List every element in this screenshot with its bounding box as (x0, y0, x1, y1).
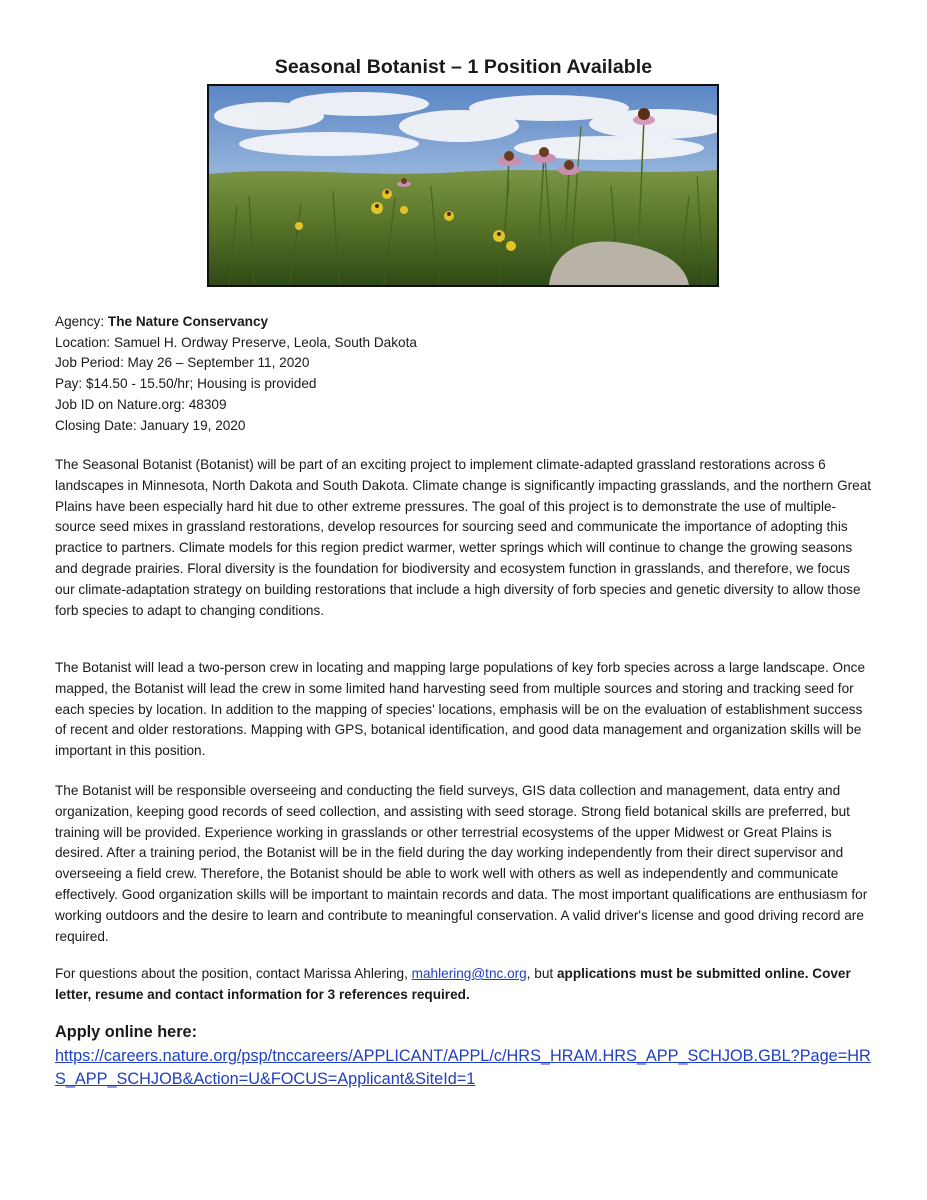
apply-url-container (55, 1045, 880, 1091)
job-details (55, 312, 875, 436)
contact-email-link[interactable]: mahlering@tnc.org (411, 966, 527, 981)
description-paragraph-1: The Seasonal Botanist (Botanist) will be part of an exciting project to implement climate-adapted grassland restorations across 6 landscapes in Minnesota, North Dakota and South Dakota. Climate change is significantly impacting grasslands, and the northern Great Plains have been especially hard hit due to other extreme pressures. The goal of this project is to demonstrate the use of multiple-source seed mixes in grassland restorations, develop resources for sourcing seed and communicate the importance of adopting this practice to partners. Climate models for this region predict warmer, wetter springs which will continue to change the growing seasons and degrade prairies. Floral diversity is the foundation for biodiversity and ecosystem function in grasslands, and therefore, we focus our climate-adaptation strategy on building restorations that include a high diversity of forb species and genetic diversity to allow those forb species to adapt to changing conditions. (55, 457, 872, 618)
contact-middle: , but (526, 966, 557, 981)
pay-line: Pay: $14.50 - 15.50/hr; Housing is provided (55, 376, 317, 392)
description-paragraph-3: The Botanist will be responsible overseeing and conducting the field surveys, GIS data collection and management, data entry and organization, keeping good records of seed collection, and assisting with seed storage. Strong field botanical skills are preferred, but training will be provided. Experience working in grasslands or other terrestrial ecosystems of the upper Midwest or Great Plains is desired. After a training period, the Botanist will be in the field during the day working independently from their direct supervisor and overseeing a field crew. Therefore, the Botanist should be able to work well with others as well as independently and communicate effectively. Good organization skills will be important to maintain records and data. The most important qualifications are enthusiasm for working outdoors and the desire to learn and contribute to meaningful conservation. A valid driver's license and good driving record are required. (55, 783, 868, 944)
prairie-photo (207, 84, 719, 287)
job-period-line: Job Period: May 26 – September 11, 2020 (55, 355, 310, 371)
page-title: Seasonal Botanist – 1 Position Available (274, 56, 653, 78)
contact-paragraph (55, 964, 873, 1006)
contact-intro: For questions about the position, contact Marissa Ahlering, (55, 966, 412, 981)
agency-label: Agency: (55, 314, 108, 329)
agency-value: The Nature Conservancy (107, 314, 269, 329)
application-requirements: applications must be submitted online. Cover letter, resume and contact information for 3 references required. (55, 966, 851, 1002)
apply-link[interactable]: https://careers.nature.org/psp/tnccareers/APPLICANT/APPL/c/HRS_HRAM.HRS_APP_SCHJOB.GBL?Page=HRS_APP_SCHJOB&Action=U&FOCUS=Applicant&SiteId=1 (55, 1047, 871, 1088)
closing-date-line: Closing Date: January 19, 2020 (55, 417, 246, 433)
job-id-line: Job ID on Nature.org: 48309 (55, 396, 227, 412)
apply-heading: Apply online here: (55, 1023, 198, 1041)
agency-line (55, 312, 875, 333)
description-paragraph-2: The Botanist will lead a two-person crew in locating and mapping large populations of key forb species across a large landscape. Once mapped, the Botanist will lead the crew in some limited hand harvesting seed from multiple sources and storing and tracking seed for each species by location. In addition to the mapping of species' locations, emphasis will be on the evaluation of establishment success of recent and older restorations. Mapping with GPS, botanical identification, and good data management and organization skills will be important in this position. (55, 660, 866, 759)
location-line: Location: Samuel H. Ordway Preserve, Leola, South Dakota (55, 334, 417, 350)
